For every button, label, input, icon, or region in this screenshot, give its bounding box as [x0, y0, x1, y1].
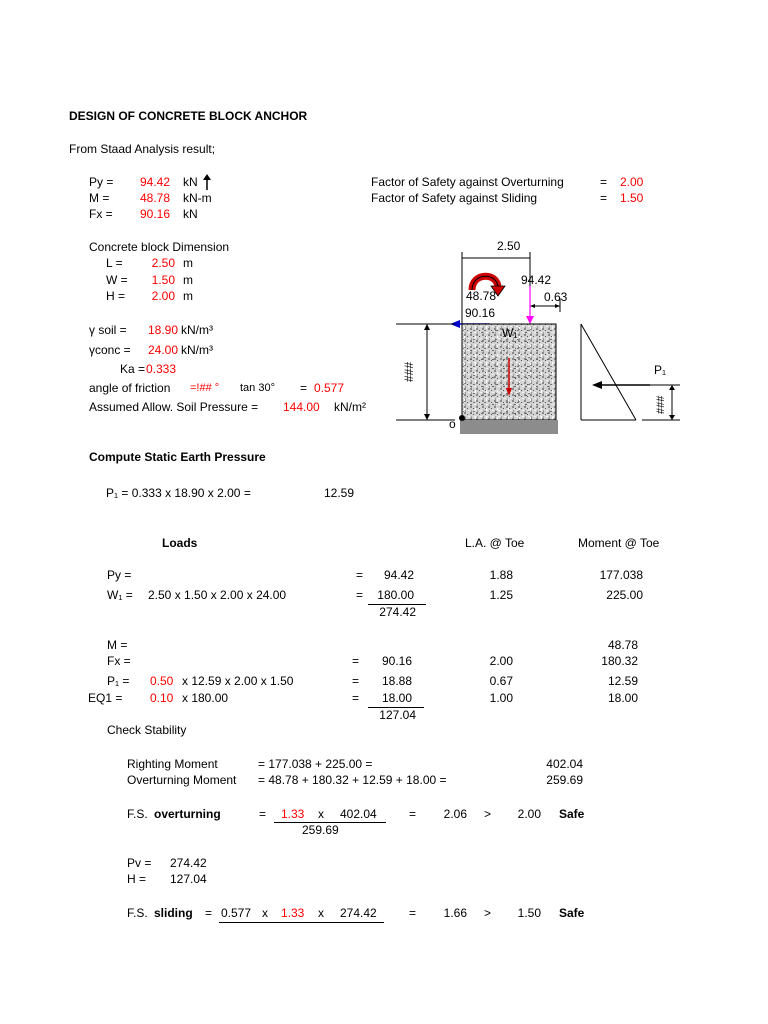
l-unit: m [183, 256, 193, 270]
friction-eq: = [300, 381, 308, 395]
fx-unit: kN [183, 207, 198, 221]
diagram-origin-label: o [449, 417, 456, 431]
fs-sl-num: 274.42 [340, 906, 377, 920]
gamma-soil-value: 18.90 [147, 323, 178, 337]
overturning-moment-label: Overturning Moment [127, 773, 237, 787]
row-eq1-moment: 18.00 [607, 691, 638, 705]
fs-sliding-label: Factor of Safety against Sliding [371, 191, 538, 205]
righting-moment-result: 402.04 [546, 757, 583, 771]
fs-sl-x1: x [262, 906, 268, 920]
row-w1-label: W₁ = [107, 588, 133, 602]
diagram-moment-label: 48.78 [466, 289, 497, 303]
diagram-p1-label: P₁ [654, 363, 667, 377]
h-unit: m [183, 289, 193, 303]
fs-sl-label: sliding [154, 906, 193, 920]
row-eq1-expr: x 180.00 [182, 691, 229, 705]
fs-sl-eq2: = [409, 906, 417, 920]
fs-sliding-value: 1.50 [620, 191, 644, 205]
fs-sl-gt: > [484, 906, 492, 920]
subtitle: From Staad Analysis result; [69, 142, 216, 156]
earth-pressure-heading: Compute Static Earth Pressure [89, 450, 266, 464]
row-eq1-label: EQ1 = [88, 691, 123, 705]
row-w1-la: 1.25 [489, 588, 513, 602]
fx-value: 90.16 [139, 207, 170, 221]
row-p1-label: P₁ = [107, 674, 130, 688]
row-p1-moment: 12.59 [607, 674, 638, 688]
gamma-conc-unit: kN/m³ [181, 343, 213, 357]
up-arrow-icon [202, 174, 212, 190]
diagram-p1-height-label: ### [655, 395, 667, 414]
row-m-moment: 48.78 [607, 638, 638, 652]
fs-sl-expr1: 0.577 [221, 906, 252, 920]
soil-pressure-unit: kN/m² [334, 400, 366, 414]
row-eq1-value: 18.00 [381, 691, 412, 705]
overturning-moment-expr: = 48.78 + 180.32 + 12.59 + 18.00 = [258, 773, 447, 787]
friction-value: =!## ° [190, 382, 220, 394]
fs-ot-value: 2.06 [443, 807, 467, 821]
diagram-fx-label: 90.16 [465, 306, 496, 320]
diagram-py-label: 94.42 [521, 273, 552, 287]
dimension-heading: Concrete block Dimension [89, 240, 230, 254]
righting-moment-expr: = 177.038 + 225.00 = [258, 757, 373, 771]
pv-label: Pv = [127, 856, 152, 870]
row-p1-factor: 0.50 [150, 674, 174, 688]
row-eq1-eq: = [352, 691, 360, 705]
row-eq1-la: 1.00 [489, 691, 513, 705]
friction-label: angle of friction [89, 381, 171, 395]
row-m-label: M = [107, 638, 128, 652]
fs-ot-eq2: = [409, 807, 417, 821]
friction-tan: tan 30° [240, 382, 275, 394]
fs-ot-num: 402.04 [340, 807, 377, 821]
row-fx-value: 90.16 [381, 654, 412, 668]
m-value: 48.78 [139, 191, 170, 205]
py-unit: kN [183, 175, 198, 189]
gamma-conc-value: 24.00 [147, 343, 178, 357]
fs-ot-factor: 1.33 [281, 807, 305, 821]
vertical-total: 274.42 [379, 605, 416, 619]
row-py-label: Py = [107, 568, 132, 582]
soil-pressure-value: 144.00 [283, 400, 320, 414]
row-p1-expr: x 12.59 x 2.00 x 1.50 [182, 674, 294, 688]
fs-ot-label: overturning [154, 807, 221, 821]
fs-sl-factor: 1.33 [281, 906, 305, 920]
ground [460, 420, 558, 434]
stability-heading: Check Stability [107, 723, 187, 737]
horizontal-total: 127.04 [379, 708, 416, 722]
row-w1-moment: 225.00 [606, 588, 643, 602]
gamma-conc-label: γconc = [89, 343, 131, 357]
loads-header: Loads [162, 536, 198, 550]
l-value: 2.50 [151, 256, 175, 270]
py-label: Py = [89, 175, 114, 189]
diagram-width-label: 2.50 [497, 239, 521, 253]
fs-overturning-eq: = [600, 175, 608, 189]
gamma-soil-label: γ soil = [89, 323, 127, 337]
ka-value: 0.333 [146, 362, 177, 376]
fs-ot-prefix: F.S. [127, 807, 148, 821]
row-w1-expr: 2.50 x 1.50 x 2.00 x 24.00 [148, 588, 287, 602]
row-py-value: 94.42 [383, 568, 414, 582]
row-p1-la: 0.67 [489, 674, 513, 688]
fs-ot-eq: = [259, 807, 267, 821]
diagram-offset-label: 0.63 [544, 290, 568, 304]
l-label: L = [106, 256, 123, 270]
h-total-label: H = [127, 872, 147, 886]
earth-pressure-result: 12.59 [324, 486, 355, 500]
gamma-soil-unit: kN/m³ [181, 323, 213, 337]
row-fx-moment: 180.32 [601, 654, 638, 668]
fs-sl-limit: 1.50 [517, 906, 541, 920]
diagram-height-label: ### [402, 361, 416, 382]
fs-sliding-eq: = [600, 191, 608, 205]
pv-value: 274.42 [170, 856, 207, 870]
fs-ot-den: 259.69 [302, 823, 339, 837]
row-py-la: 1.88 [489, 568, 513, 582]
h-total-value: 127.04 [170, 872, 207, 886]
w-unit: m [183, 273, 193, 287]
fs-sl-value: 1.66 [443, 906, 467, 920]
fs-sl-fraction-rule [219, 922, 384, 923]
diagram-weight-label: W₁ [502, 326, 518, 340]
row-p1-eq: = [352, 674, 360, 688]
friction-result: 0.577 [314, 381, 345, 395]
soil-pressure-label: Assumed Allow. Soil Pressure = [89, 400, 259, 414]
fs-ot-limit: 2.00 [517, 807, 541, 821]
page-title: DESIGN OF CONCRETE BLOCK ANCHOR [69, 109, 308, 123]
fs-overturning-value: 2.00 [620, 175, 644, 189]
righting-moment-label: Righting Moment [127, 757, 218, 771]
row-py-moment: 177.038 [599, 568, 643, 582]
ka-label: Ka = [120, 362, 146, 376]
la-header: L.A. @ Toe [465, 536, 525, 550]
h-value: 2.00 [151, 289, 175, 303]
earth-pressure-formula: P₁ = 0.333 x 18.90 x 2.00 = [106, 486, 251, 500]
fs-ot-gt: > [484, 807, 492, 821]
moment-header: Moment @ Toe [578, 536, 660, 550]
w-label: W = [106, 273, 128, 287]
h-label: H = [106, 289, 126, 303]
m-label: M = [89, 191, 110, 205]
w-value: 1.50 [151, 273, 175, 287]
fs-sl-eq: = [205, 906, 213, 920]
fs-sl-status: Safe [559, 906, 585, 920]
row-w1-value: 180.00 [377, 588, 414, 602]
fs-ot-status: Safe [559, 807, 585, 821]
fs-sl-prefix: F.S. [127, 906, 148, 920]
row-p1-value: 18.88 [381, 674, 412, 688]
py-value: 94.42 [139, 175, 170, 189]
row-py-eq: = [356, 568, 364, 582]
fs-ot-x: x [318, 807, 324, 821]
overturning-moment-result: 259.69 [546, 773, 583, 787]
row-w1-eq: = [356, 588, 364, 602]
m-unit: kN-m [183, 191, 212, 205]
fs-overturning-label: Factor of Safety against Overturning [371, 175, 564, 189]
row-fx-label: Fx = [107, 654, 131, 668]
row-fx-la: 2.00 [489, 654, 513, 668]
fs-sl-x2: x [318, 906, 324, 920]
row-eq1-factor: 0.10 [150, 691, 174, 705]
fx-label: Fx = [89, 207, 113, 221]
